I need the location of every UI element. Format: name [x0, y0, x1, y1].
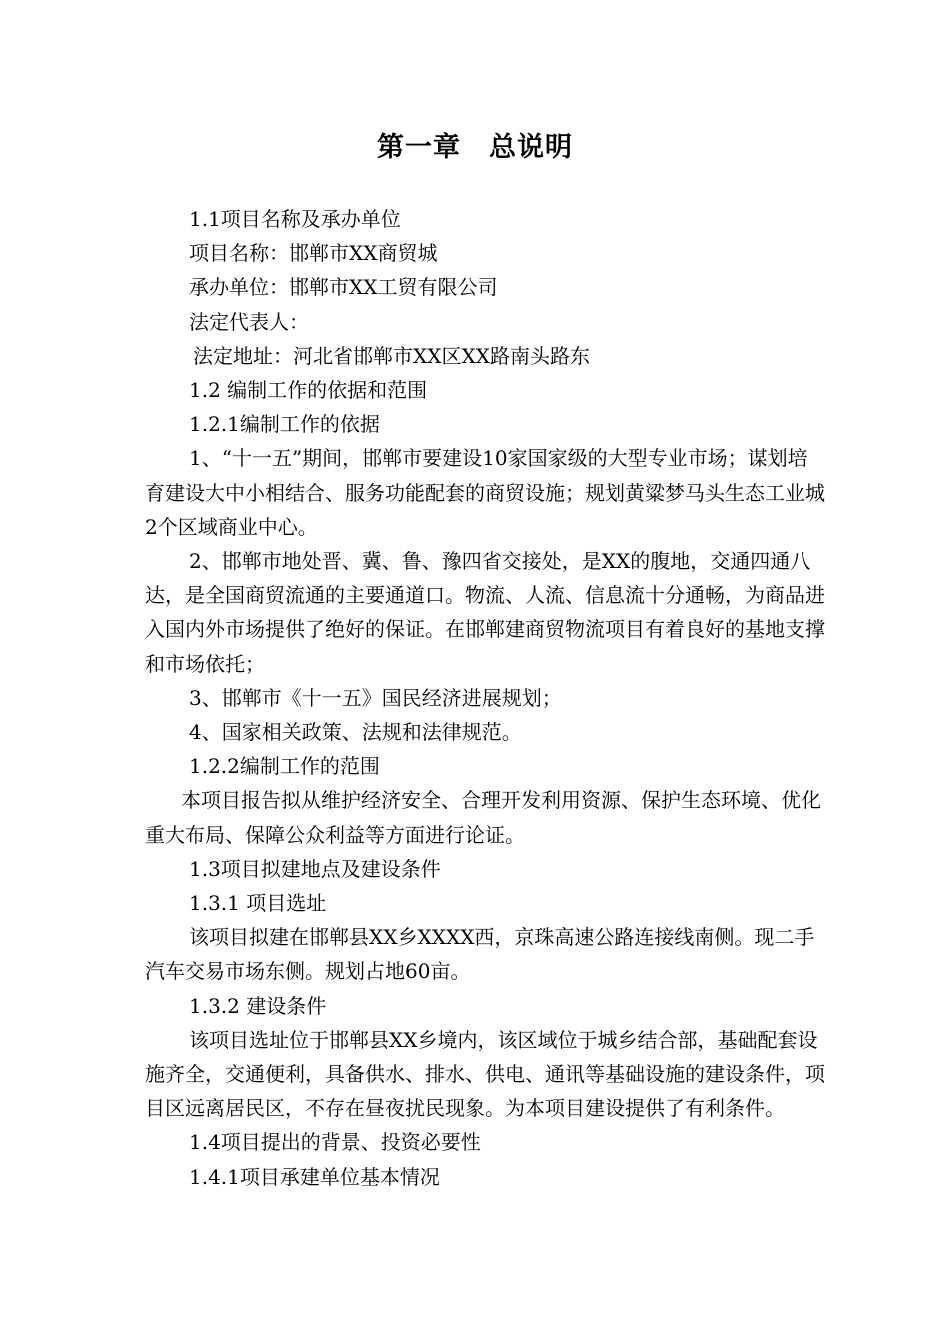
section-heading-1-1: 1.1项目名称及承办单位	[189, 207, 401, 231]
section-heading-1-2: 1.2 编制工作的依据和范围	[189, 378, 428, 403]
scope-paragraph: 本项目报告拟从维护经济安全、合理开发利用资源、保护生态环境、优化重大布局、保障公众利益等方面进行论证。	[145, 788, 821, 847]
chapter-title: 第一章 总说明	[377, 132, 573, 163]
organizer-line: 承办单位：邯郸市XX工贸有限公司	[189, 275, 498, 300]
project-name-line: 项目名称：邯郸市XX商贸城	[189, 241, 438, 266]
basis-paragraph-1: 1、“十一五”期间，邯郸市要建设10家国家级的大型专业市场；谋划培育建设大中小相结合、服务功能配套的商贸设施；规划黄粱梦马头生态工业城2个区域商业中心。	[145, 446, 825, 539]
conditions-paragraph: 该项目选址位于邯郸县XX乡境内，该区域位于城乡结合部，基础配套设施齐全，交通便利，具备供水、排水、供电、通讯等基础设施的建设条件，项目区远离居民区，不存在昼夜扰民现象。为本项目建设提供了有利条件。	[145, 1027, 825, 1121]
basis-paragraph-2: 2、邯郸市地处晋、冀、鲁、豫四省交接处，是XX的腹地，交通四通八达，是全国商贸流通的主要通道口。物流、人流、信息流十分通畅，为商品进入国内外市场提供了绝好的保证。在邯郸建商贸物流项目有着良好的基地支撑和市场依托；	[145, 549, 825, 676]
legal-address-line: 法定地址：河北省邯郸市XX区XX路南头路东	[193, 343, 590, 368]
section-heading-1-4: 1.4项目提出的背景、投资必要性	[189, 1130, 481, 1155]
basis-paragraph-3: 3、邯郸市《十一五》国民经济进展规划；	[189, 685, 562, 710]
section-heading-1-3: 1.3项目拟建地点及建设条件	[189, 856, 441, 881]
legal-representative-line: 法定代表人：	[189, 309, 309, 334]
basis-paragraph-4: 4、国家相关政策、法规和法律规范。	[189, 720, 522, 745]
section-heading-1-4-1: 1.4.1项目承建单位基本情况	[189, 1164, 440, 1189]
section-heading-1-3-1: 1.3.1 项目选址	[189, 891, 327, 916]
section-heading-1-2-2: 1.2.2编制工作的范围	[189, 754, 380, 779]
section-heading-1-2-1: 1.2.1编制工作的依据	[189, 412, 380, 437]
section-heading-1-3-2: 1.3.2 建设条件	[189, 993, 327, 1018]
site-paragraph: 该项目拟建在邯郸县XX乡XXXX西，京珠高速公路连接线南侧。现二手汽车交易市场东侧。规划占地60亩。	[145, 925, 815, 984]
document-body	[145, 202, 825, 1194]
